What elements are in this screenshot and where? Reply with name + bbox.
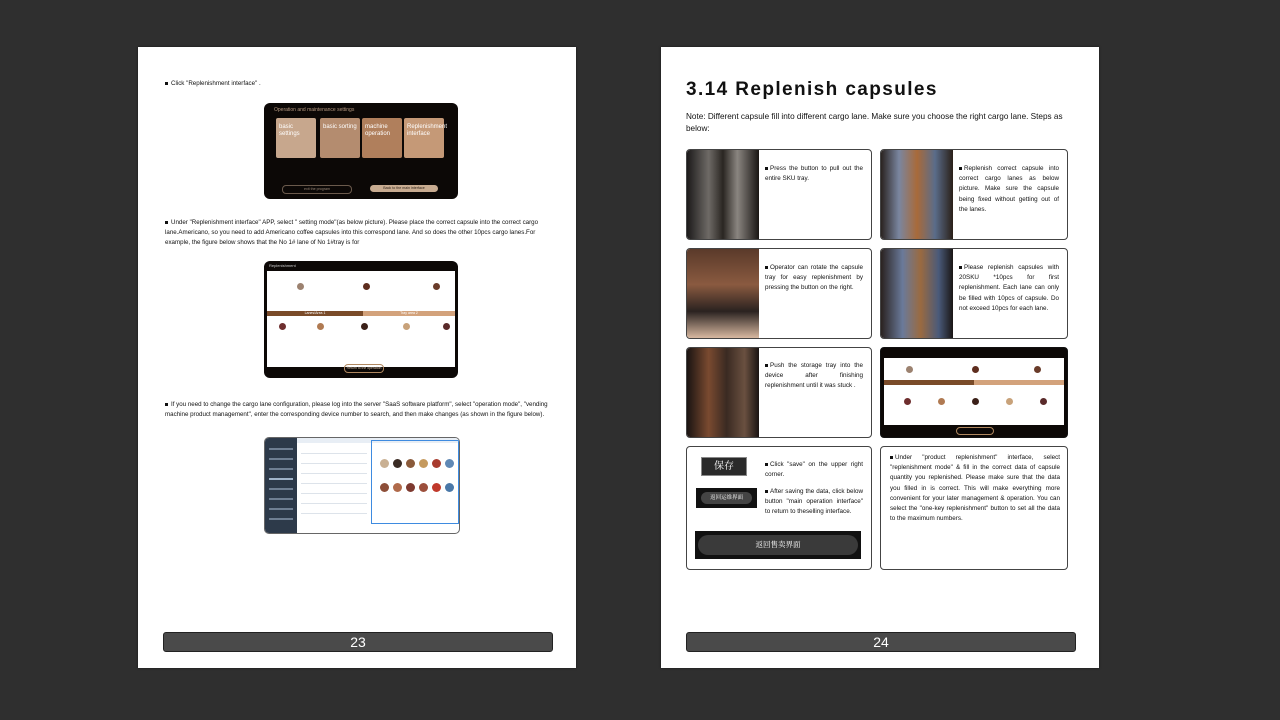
bullet-marker bbox=[165, 82, 168, 85]
capsule-icon bbox=[445, 459, 454, 468]
step-text bbox=[765, 263, 863, 294]
back-main-pill: Back to the main interface bbox=[370, 185, 438, 192]
capsule-icon bbox=[1006, 398, 1013, 405]
bullet-marker bbox=[165, 221, 168, 224]
bullet-marker bbox=[765, 490, 768, 493]
bullet-marker bbox=[959, 167, 962, 170]
bullet-marker bbox=[890, 456, 893, 459]
capsule-icon bbox=[393, 459, 402, 468]
rotate-tray-photo bbox=[687, 249, 759, 338]
screenshot-title: Operation and maintenance settings bbox=[274, 107, 355, 113]
sidebar-item bbox=[269, 478, 293, 480]
band-label: Tray area 2 bbox=[400, 311, 418, 315]
save-button-image: 保存 bbox=[701, 457, 747, 476]
capsule-icon bbox=[445, 483, 454, 492]
step-text-content: Under "product replenishment" interface, select "replenishment mode" & fill in the correct data of capsule quantity you replenished. Please make sure that the data you filled in is correct. This will make everything more convenient for your later management & operation. You can select the "one-key replenishment" button to set all the data to the maximum numbers. bbox=[890, 454, 1060, 523]
bullet-setting-mode bbox=[165, 218, 553, 248]
tile-machine-operation bbox=[362, 118, 402, 158]
table-row bbox=[301, 483, 367, 484]
sidebar-item bbox=[269, 468, 293, 470]
step-card-push-tray bbox=[686, 347, 872, 438]
step-text bbox=[890, 453, 1060, 524]
step-card-rotate-tray bbox=[686, 248, 872, 339]
capsule-icon bbox=[406, 459, 415, 468]
capsule-icon bbox=[297, 283, 304, 290]
bullet-text: If you need to change the cargo lane configuration, please log into the server "SaaS software platform", select "operation mode", "vending machine product management", enter the corresponding device number to search, and then make changes (as shown in the figure below). bbox=[165, 401, 548, 418]
tile-basic-settings bbox=[276, 118, 316, 158]
return-operation-button bbox=[956, 427, 994, 435]
page-number: 23 bbox=[350, 634, 366, 650]
bullet-marker bbox=[765, 364, 768, 367]
table-row bbox=[301, 473, 367, 474]
table-row bbox=[301, 493, 367, 494]
step-text bbox=[765, 164, 863, 184]
capsule-icon bbox=[419, 459, 428, 468]
step-text-content: Please replenish capsules with 20SKU *10pcs for first replenishment. Each lane can only be filled with 10pcs of capsule. Do not exceed 10pcs for each lane. bbox=[959, 264, 1059, 312]
capsule-icon bbox=[432, 459, 441, 468]
saas-platform-screenshot bbox=[264, 437, 460, 534]
capsule-icon bbox=[1034, 366, 1041, 373]
bullet-marker bbox=[765, 463, 768, 466]
lane-band-right bbox=[363, 311, 455, 316]
table-row bbox=[301, 513, 367, 514]
capsule-icon bbox=[443, 323, 450, 330]
back-operation-label: 返回运维界面 bbox=[701, 492, 752, 504]
step-text bbox=[765, 460, 863, 480]
bullet-text: Under "Replenishment interface" APP, select " setting mode"(as below picture). Please place the correct capsule into the correct cargo lane.Americano, so you need to add Americano coffee capsules into this correspond lane. And so does the other 10pcs cargo lanes.For example, the figure below shows that the No 1# lane of No 1#tray is for bbox=[165, 219, 539, 246]
table-row bbox=[301, 463, 367, 464]
lane-band-right bbox=[974, 380, 1064, 385]
bullet-text: Click "Replenishment interface" . bbox=[171, 80, 261, 87]
capsule-icon bbox=[380, 459, 389, 468]
capsule-icon bbox=[279, 323, 286, 330]
capsule-icon bbox=[433, 283, 440, 290]
step-text-content: After saving the data, click below button "main operation interface" to return to theselling interface. bbox=[765, 488, 863, 516]
capsule-icon bbox=[317, 323, 324, 330]
bullet-marker bbox=[959, 266, 962, 269]
capsule-icon bbox=[906, 366, 913, 373]
tile-label: basic sorting bbox=[323, 124, 357, 130]
tray-lanes-photo bbox=[881, 249, 953, 338]
capsule-icon bbox=[419, 483, 428, 492]
return-operation-button: Return to the operation bbox=[344, 364, 384, 373]
exit-program-pill: exit the program bbox=[282, 185, 352, 194]
document-page-23 bbox=[138, 47, 576, 668]
capsule-icon bbox=[403, 323, 410, 330]
sidebar-item bbox=[269, 498, 293, 500]
step-card-replenish-lanes bbox=[880, 149, 1068, 240]
capsule-icon bbox=[904, 398, 911, 405]
capsule-icon bbox=[361, 323, 368, 330]
capsule-icon bbox=[406, 483, 415, 492]
step-text bbox=[765, 487, 863, 518]
table-row bbox=[301, 453, 367, 454]
page-number-bar bbox=[163, 632, 553, 652]
step-text-content: Replenish correct capsule into correct cargo lanes as below picture. Make sure the capsule being fixed without getting out of the lanes. bbox=[959, 165, 1059, 213]
sidebar-item bbox=[269, 448, 293, 450]
step-card-pull-tray bbox=[686, 149, 872, 240]
step-text bbox=[959, 263, 1059, 314]
tray-photo bbox=[687, 150, 759, 239]
tile-replenishment-interface bbox=[404, 118, 448, 158]
band-label: Lanes/Area 1 bbox=[304, 311, 326, 315]
product-grid-panel bbox=[371, 440, 459, 524]
step-text-content: Press the button to pull out the entire SKU tray. bbox=[765, 165, 863, 183]
sidebar-item bbox=[269, 488, 293, 490]
capsule-icon bbox=[432, 483, 441, 492]
section-note: Note: Different capsule fill into different cargo lane. Make sure you choose the right cargo lane. Steps as below: bbox=[686, 112, 1063, 133]
replenishment-app-screenshot bbox=[264, 261, 458, 378]
step-text-content: Click "save" on the upper right corner. bbox=[765, 461, 863, 479]
bullet-marker bbox=[765, 167, 768, 170]
section-heading: 3.14 Replenish capsules bbox=[686, 79, 938, 100]
page-number: 24 bbox=[873, 634, 889, 650]
bullet-saas-platform bbox=[165, 400, 555, 420]
tile-label: machine operation bbox=[365, 124, 391, 137]
document-page-24 bbox=[661, 47, 1099, 668]
back-selling-label: 返回售卖界面 bbox=[698, 535, 858, 555]
tile-basic-sorting bbox=[320, 118, 360, 158]
capsule-icon bbox=[972, 366, 979, 373]
step-card-save bbox=[686, 446, 872, 570]
table-row bbox=[301, 503, 367, 504]
saas-sidebar bbox=[265, 438, 297, 533]
tile-label: Replenishment interface bbox=[407, 124, 448, 137]
bullet-marker bbox=[165, 403, 168, 406]
capsule-icon bbox=[393, 483, 402, 492]
maintenance-settings-screenshot bbox=[264, 103, 458, 199]
app-content bbox=[884, 358, 1064, 425]
step-text bbox=[959, 164, 1059, 215]
app-content bbox=[267, 271, 455, 367]
capsule-lanes-photo bbox=[881, 150, 953, 239]
capsule-icon bbox=[1040, 398, 1047, 405]
sidebar-item bbox=[269, 458, 293, 460]
push-tray-photo bbox=[687, 348, 759, 437]
tile-label: basic settings bbox=[279, 124, 300, 137]
capsule-icon bbox=[380, 483, 389, 492]
step-text-content: Push the storage tray into the device after finishing replenishment until it was stuck . bbox=[765, 362, 863, 390]
capsule-icon bbox=[972, 398, 979, 405]
lane-band-left bbox=[884, 380, 974, 385]
back-operation-button-image bbox=[696, 488, 757, 508]
capsule-icon bbox=[938, 398, 945, 405]
step-card-product-replenishment bbox=[880, 446, 1068, 570]
step-text bbox=[765, 361, 863, 392]
bullet-marker bbox=[765, 266, 768, 269]
sidebar-item bbox=[269, 518, 293, 520]
step-text-content: Operator can rotate the capsule tray for easy replenishment by pressing the button on the right. bbox=[765, 264, 863, 292]
lane-band-left bbox=[267, 311, 363, 316]
back-selling-button-image bbox=[695, 531, 861, 559]
step-card-replenish-quantity bbox=[880, 248, 1068, 339]
page-number-bar bbox=[686, 632, 1076, 652]
capsule-icon bbox=[363, 283, 370, 290]
replenishment-app-screenshot-small bbox=[880, 347, 1068, 438]
sidebar-item bbox=[269, 508, 293, 510]
bullet-replenishment-interface bbox=[165, 79, 555, 89]
app-header: Replenishment bbox=[269, 263, 296, 268]
